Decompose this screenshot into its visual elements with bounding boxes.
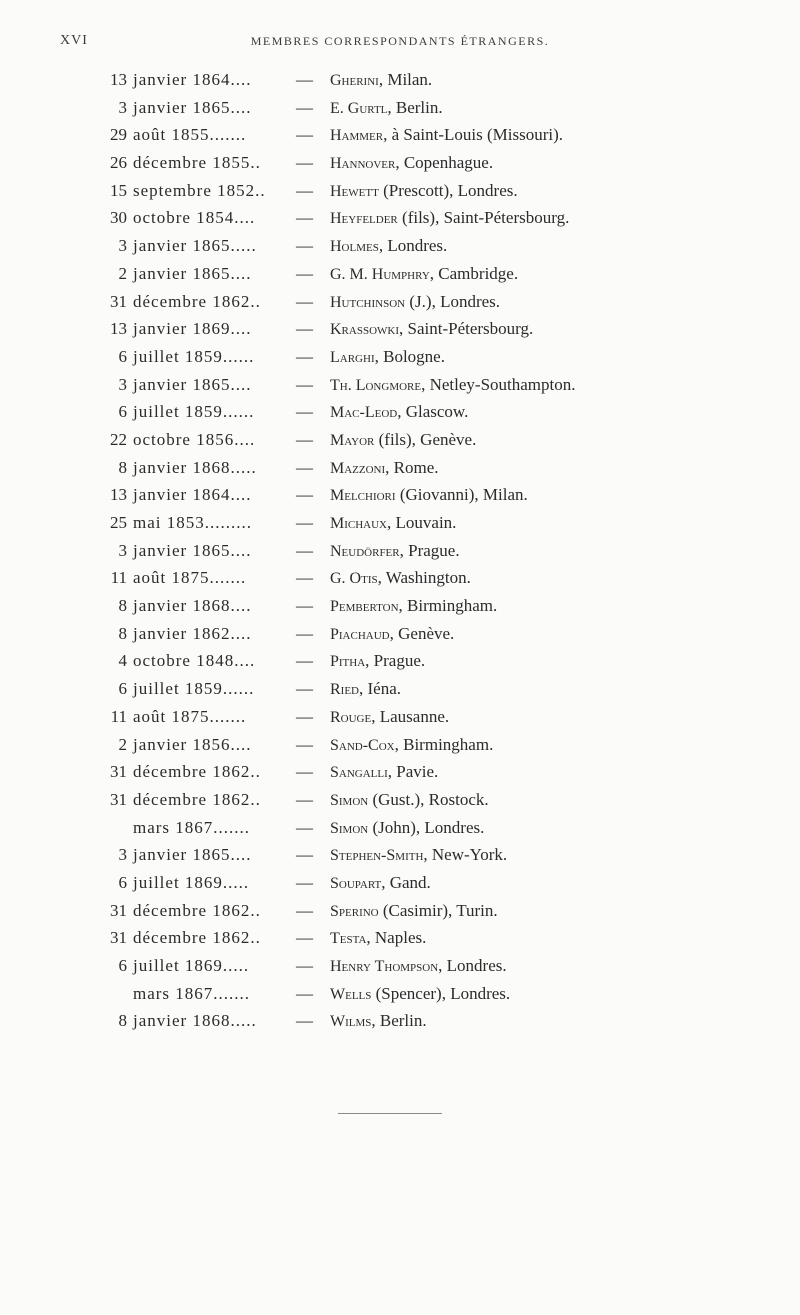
entry-member	[330, 454, 439, 483]
member-surname: Rouge	[330, 708, 372, 726]
member-details: , Londres.	[438, 956, 507, 975]
entry-day: 3	[118, 540, 127, 560]
entry-date	[0, 454, 293, 482]
entry-dash: —	[296, 956, 313, 975]
entry-date	[0, 121, 293, 149]
entry-date	[0, 897, 293, 925]
member-details: , Berlin.	[371, 1011, 427, 1031]
entry-day: 6	[118, 346, 127, 366]
member-surname: Wilms	[330, 1013, 372, 1031]
member-details: , Iéna.	[359, 679, 402, 699]
entry-month-year: janvier 1865....	[133, 374, 252, 394]
entry-day: 3	[118, 236, 127, 256]
entry-dash: —	[296, 596, 313, 616]
entry-date	[0, 564, 293, 592]
member-surname: Heyfelder	[330, 210, 398, 228]
member-surname: Michaux	[330, 515, 388, 532]
entry-month-year: janvier 1862....	[133, 623, 252, 643]
entry-member	[330, 121, 563, 150]
entry-member	[330, 509, 456, 538]
entry-date	[0, 869, 293, 897]
list-item	[0, 980, 800, 1008]
member-details: (John), Londres.	[368, 817, 485, 837]
entry-month-year: décembre 1862..	[133, 762, 261, 782]
entry-day: 31	[110, 900, 127, 920]
entry-member	[330, 94, 443, 123]
list-item	[0, 343, 800, 371]
list-item	[0, 398, 800, 426]
list-item	[0, 204, 800, 232]
member-surname: G. M. Humphry	[330, 265, 430, 283]
member-surname: Sand-Cox	[330, 736, 395, 754]
entry-date	[0, 177, 293, 205]
member-details: (Gust.), Rostock.	[368, 789, 489, 809]
entry-day: 31	[110, 928, 127, 948]
entry-member	[330, 149, 493, 178]
member-details: , Prague.	[399, 540, 460, 560]
entry-month-year: décembre 1862..	[133, 900, 261, 920]
entry-member	[330, 592, 497, 621]
member-surname: Sperino	[330, 902, 379, 920]
member-details: , Copenhague.	[395, 153, 494, 173]
member-details: , Washington.	[377, 568, 471, 588]
member-surname: Soupart	[330, 874, 382, 892]
list-item	[0, 814, 800, 842]
entry-day: 31	[110, 291, 127, 311]
member-surname: Hutchinson	[330, 293, 406, 311]
entry-month-year: décembre 1862..	[133, 789, 261, 809]
entry-day: 2	[118, 734, 127, 754]
entry-month-year: mars 1867.......	[133, 817, 251, 837]
entry-member	[330, 177, 518, 206]
entry-member	[330, 703, 449, 732]
entry-member	[330, 1007, 427, 1036]
list-item	[0, 481, 800, 509]
entry-dash: —	[296, 872, 313, 892]
entry-month-year: août 1855.......	[133, 125, 247, 145]
entry-date	[0, 980, 293, 1008]
entry-dash: —	[296, 319, 313, 339]
entry-date	[0, 675, 293, 703]
entry-month-year: janvier 1868.....	[133, 1011, 257, 1031]
entry-member	[330, 814, 484, 843]
entry-member	[330, 537, 460, 566]
member-surname: Melchiori	[330, 487, 396, 505]
entry-date	[0, 260, 293, 288]
entry-date	[0, 703, 293, 731]
member-details: , Saint-Pétersbourg.	[399, 319, 534, 339]
list-item	[0, 675, 800, 703]
list-item	[0, 177, 800, 205]
entry-dash: —	[296, 457, 313, 477]
entry-dash: —	[296, 70, 313, 89]
entry-member	[330, 980, 510, 1009]
members-list	[0, 66, 800, 1035]
member-surname: Hannover	[330, 155, 396, 173]
list-item	[0, 592, 800, 620]
entry-day: 8	[118, 1011, 127, 1031]
entry-month-year: janvier 1865....	[133, 263, 252, 283]
entry-day: 13	[110, 485, 127, 505]
entry-day: 2	[118, 263, 127, 283]
entry-day: 6	[118, 679, 127, 699]
entry-dash: —	[296, 485, 313, 505]
list-item	[0, 537, 800, 565]
member-surname: Hewett	[330, 182, 379, 200]
entry-dash: —	[296, 817, 313, 837]
entry-member	[330, 343, 445, 372]
entry-day: 25	[110, 513, 127, 532]
entry-day: 4	[118, 651, 127, 671]
member-surname: Piachaud	[330, 625, 390, 643]
entry-dash: —	[296, 291, 313, 311]
entry-member	[330, 260, 518, 289]
page-title: MEMBRES CORRESPONDANTS ÉTRANGERS.	[250, 34, 550, 48]
list-item	[0, 454, 800, 482]
entry-date	[0, 841, 293, 869]
entry-date	[0, 315, 293, 343]
member-details: , Berlin.	[387, 97, 443, 117]
entry-month-year: décembre 1862..	[133, 928, 261, 948]
entry-date	[0, 1007, 293, 1035]
list-item	[0, 288, 800, 316]
entry-dash: —	[296, 623, 313, 643]
list-item	[0, 869, 800, 897]
list-item	[0, 786, 800, 814]
entry-dash: —	[296, 679, 313, 699]
entry-month-year: août 1875.......	[133, 568, 247, 588]
list-item	[0, 620, 800, 648]
entry-month-year: mai 1853.........	[133, 513, 252, 532]
entry-dash: —	[296, 263, 313, 283]
entry-day: 31	[110, 762, 127, 782]
entry-member	[330, 371, 576, 400]
entry-member	[330, 315, 533, 344]
list-item	[0, 315, 800, 343]
entry-member	[330, 66, 432, 95]
member-details: , Prague.	[365, 651, 426, 671]
member-details: , Genève.	[389, 623, 455, 643]
entry-date	[0, 288, 293, 316]
entry-dash: —	[296, 125, 313, 145]
entry-date	[0, 814, 293, 842]
entry-day: 15	[110, 180, 127, 200]
page-header	[60, 33, 740, 53]
entry-member	[330, 620, 454, 649]
entry-dash: —	[296, 928, 313, 948]
member-details: , Glascow.	[397, 402, 469, 422]
entry-dash: —	[296, 236, 313, 256]
member-surname: Hammer	[330, 127, 384, 145]
entry-day: 3	[118, 845, 127, 865]
entry-dash: —	[296, 180, 313, 200]
entry-date	[0, 924, 293, 952]
entry-month-year: janvier 1865.....	[133, 236, 257, 256]
list-item	[0, 731, 800, 759]
entry-dash: —	[296, 153, 313, 173]
entry-member	[330, 481, 528, 510]
list-item	[0, 66, 800, 94]
entry-dash: —	[296, 402, 313, 422]
entry-date	[0, 537, 293, 565]
entry-month-year: janvier 1868....	[133, 596, 252, 616]
entry-month-year: janvier 1864....	[133, 70, 252, 89]
list-item	[0, 149, 800, 177]
entry-month-year: juillet 1869.....	[133, 956, 250, 975]
member-details: , à Saint-Louis (Missouri).	[383, 125, 564, 145]
entry-month-year: octobre 1848....	[133, 651, 256, 671]
entry-member	[330, 841, 507, 870]
entry-day: 3	[118, 374, 127, 394]
entry-day: 8	[118, 457, 127, 477]
list-item	[0, 509, 800, 537]
entry-dash: —	[296, 983, 313, 1003]
member-details: , Birmingham.	[394, 734, 494, 754]
list-item	[0, 647, 800, 675]
member-surname: Pemberton	[330, 598, 399, 616]
entry-date	[0, 952, 293, 980]
entry-member	[330, 675, 401, 704]
entry-dash: —	[296, 900, 313, 920]
member-details: , Netley-Southampton.	[421, 374, 576, 394]
entry-day: 6	[118, 956, 127, 975]
entry-date	[0, 371, 293, 399]
member-surname: Ried	[330, 681, 359, 699]
entry-month-year: décembre 1855..	[133, 153, 261, 173]
list-item	[0, 1007, 800, 1035]
entry-month-year: janvier 1865....	[133, 845, 252, 865]
entry-day: 13	[110, 70, 127, 89]
entry-dash: —	[296, 513, 313, 532]
member-surname: Pitha	[330, 653, 366, 671]
entry-day: 22	[110, 429, 127, 449]
entry-dash: —	[296, 97, 313, 117]
entry-date	[0, 398, 293, 426]
entry-date	[0, 481, 293, 509]
entry-member	[330, 204, 569, 233]
entry-dash: —	[296, 845, 313, 865]
entry-day: 11	[110, 568, 127, 588]
entry-day: 3	[118, 97, 127, 117]
member-surname: Simon	[330, 791, 369, 809]
entry-month-year: octobre 1854....	[133, 208, 256, 228]
entry-month-year: janvier 1869....	[133, 319, 252, 339]
entry-day: 29	[110, 125, 127, 145]
entry-month-year: mars 1867.......	[133, 983, 251, 1003]
entry-day: 26	[110, 153, 127, 173]
entry-month-year: janvier 1856....	[133, 734, 252, 754]
entry-member	[330, 288, 500, 317]
list-item	[0, 260, 800, 288]
entry-month-year: août 1875.......	[133, 706, 247, 726]
entry-day: 11	[110, 706, 127, 726]
entry-month-year: septembre 1852..	[133, 180, 266, 200]
member-surname: Neudörfer	[330, 542, 400, 560]
entry-member	[330, 398, 468, 427]
list-item	[0, 924, 800, 952]
member-details: , Gand.	[381, 872, 431, 892]
entry-dash: —	[296, 374, 313, 394]
member-details: , Pavie.	[387, 762, 439, 782]
list-item	[0, 841, 800, 869]
member-details: , Louvain.	[387, 513, 457, 532]
list-item	[0, 232, 800, 260]
entry-dash: —	[296, 1011, 313, 1031]
entry-member	[330, 897, 498, 926]
member-details: (Prescott), Londres.	[378, 180, 518, 200]
entry-month-year: juillet 1859......	[133, 679, 255, 699]
member-details: (Giovanni), Milan.	[395, 485, 528, 505]
list-item	[0, 564, 800, 592]
entry-month-year: janvier 1864....	[133, 485, 252, 505]
entry-member	[330, 564, 471, 593]
entry-day: 13	[110, 319, 127, 339]
list-item	[0, 703, 800, 731]
member-details: (fils), Saint-Pétersbourg.	[397, 208, 570, 228]
entry-month-year: juillet 1859......	[133, 346, 255, 366]
entry-member	[330, 731, 493, 760]
entry-date	[0, 204, 293, 232]
member-surname: Sangalli	[330, 764, 388, 782]
member-details: , Milan.	[378, 70, 433, 89]
entry-dash: —	[296, 734, 313, 754]
list-item	[0, 121, 800, 149]
entry-dash: —	[296, 540, 313, 560]
member-surname: Henry Thompson	[330, 958, 439, 975]
entry-day: 30	[110, 208, 127, 228]
member-surname: Larghi	[330, 348, 375, 366]
list-item	[0, 371, 800, 399]
entry-day: 31	[110, 789, 127, 809]
member-details: , New-York.	[423, 845, 508, 865]
member-details: (Casimir), Turin.	[378, 900, 498, 920]
entry-date	[0, 232, 293, 260]
entry-date	[0, 509, 293, 537]
entry-member	[330, 869, 431, 898]
entry-month-year: juillet 1869.....	[133, 872, 250, 892]
entry-member	[330, 232, 447, 261]
member-surname: Testa	[330, 930, 367, 948]
section-divider	[338, 1113, 442, 1114]
entry-date	[0, 731, 293, 759]
entry-dash: —	[296, 568, 313, 588]
entry-day: 8	[118, 623, 127, 643]
entry-day: 6	[118, 872, 127, 892]
member-surname: Mac-Leod	[330, 404, 398, 422]
member-surname: Mayor	[330, 431, 375, 449]
member-surname: E. Gurtl	[330, 99, 388, 117]
entry-date	[0, 786, 293, 814]
entry-date	[0, 343, 293, 371]
entry-month-year: janvier 1868.....	[133, 457, 257, 477]
member-surname: Gherini	[330, 72, 379, 89]
entry-member	[330, 952, 507, 981]
list-item	[0, 952, 800, 980]
entry-date	[0, 758, 293, 786]
entry-month-year: janvier 1865....	[133, 97, 252, 117]
entry-date	[0, 592, 293, 620]
entry-month-year: juillet 1859......	[133, 402, 255, 422]
entry-date	[0, 620, 293, 648]
member-surname: Simon	[330, 819, 369, 837]
member-details: , Lausanne.	[371, 706, 450, 726]
entry-dash: —	[296, 706, 313, 726]
list-item	[0, 897, 800, 925]
entry-date	[0, 149, 293, 177]
entry-dash: —	[296, 789, 313, 809]
entry-month-year: janvier 1865....	[133, 540, 252, 560]
page-number: XVI	[60, 33, 88, 48]
entry-dash: —	[296, 762, 313, 782]
list-item	[0, 94, 800, 122]
entry-dash: —	[296, 208, 313, 228]
entry-date	[0, 426, 293, 454]
entry-member	[330, 924, 426, 953]
entry-dash: —	[296, 429, 313, 449]
entry-date	[0, 647, 293, 675]
member-surname: Krassowki	[330, 321, 400, 339]
entry-member	[330, 786, 489, 815]
member-details: (fils), Genève.	[374, 429, 477, 449]
entry-month-year: décembre 1862..	[133, 291, 261, 311]
member-details: , Birmingham.	[398, 596, 498, 616]
entry-month-year: octobre 1856....	[133, 429, 256, 449]
member-surname: Wells	[330, 985, 372, 1003]
list-item	[0, 426, 800, 454]
entry-member	[330, 758, 438, 787]
entry-dash: —	[296, 651, 313, 671]
member-details: (Spencer), Londres.	[371, 983, 511, 1003]
entry-dash: —	[296, 346, 313, 366]
member-surname: Holmes	[330, 238, 379, 256]
member-details: , Londres.	[378, 236, 448, 256]
member-surname: G. Otis	[330, 570, 378, 588]
entry-member	[330, 426, 476, 455]
entry-date	[0, 66, 293, 94]
entry-member	[330, 647, 425, 676]
member-details: , Cambridge.	[429, 263, 519, 283]
member-details: , Bologne.	[374, 346, 445, 366]
member-details: , Naples.	[366, 928, 427, 948]
entry-day: 6	[118, 402, 127, 422]
entry-date	[0, 94, 293, 122]
member-details: , Rome.	[385, 457, 439, 477]
entry-day: 8	[118, 596, 127, 616]
member-surname: Stephen-Smith	[330, 847, 424, 865]
member-surname: Mazzoni	[330, 459, 386, 477]
member-surname: Th. Longmore	[330, 376, 422, 394]
member-details: (J.), Londres.	[405, 291, 501, 311]
list-item	[0, 758, 800, 786]
